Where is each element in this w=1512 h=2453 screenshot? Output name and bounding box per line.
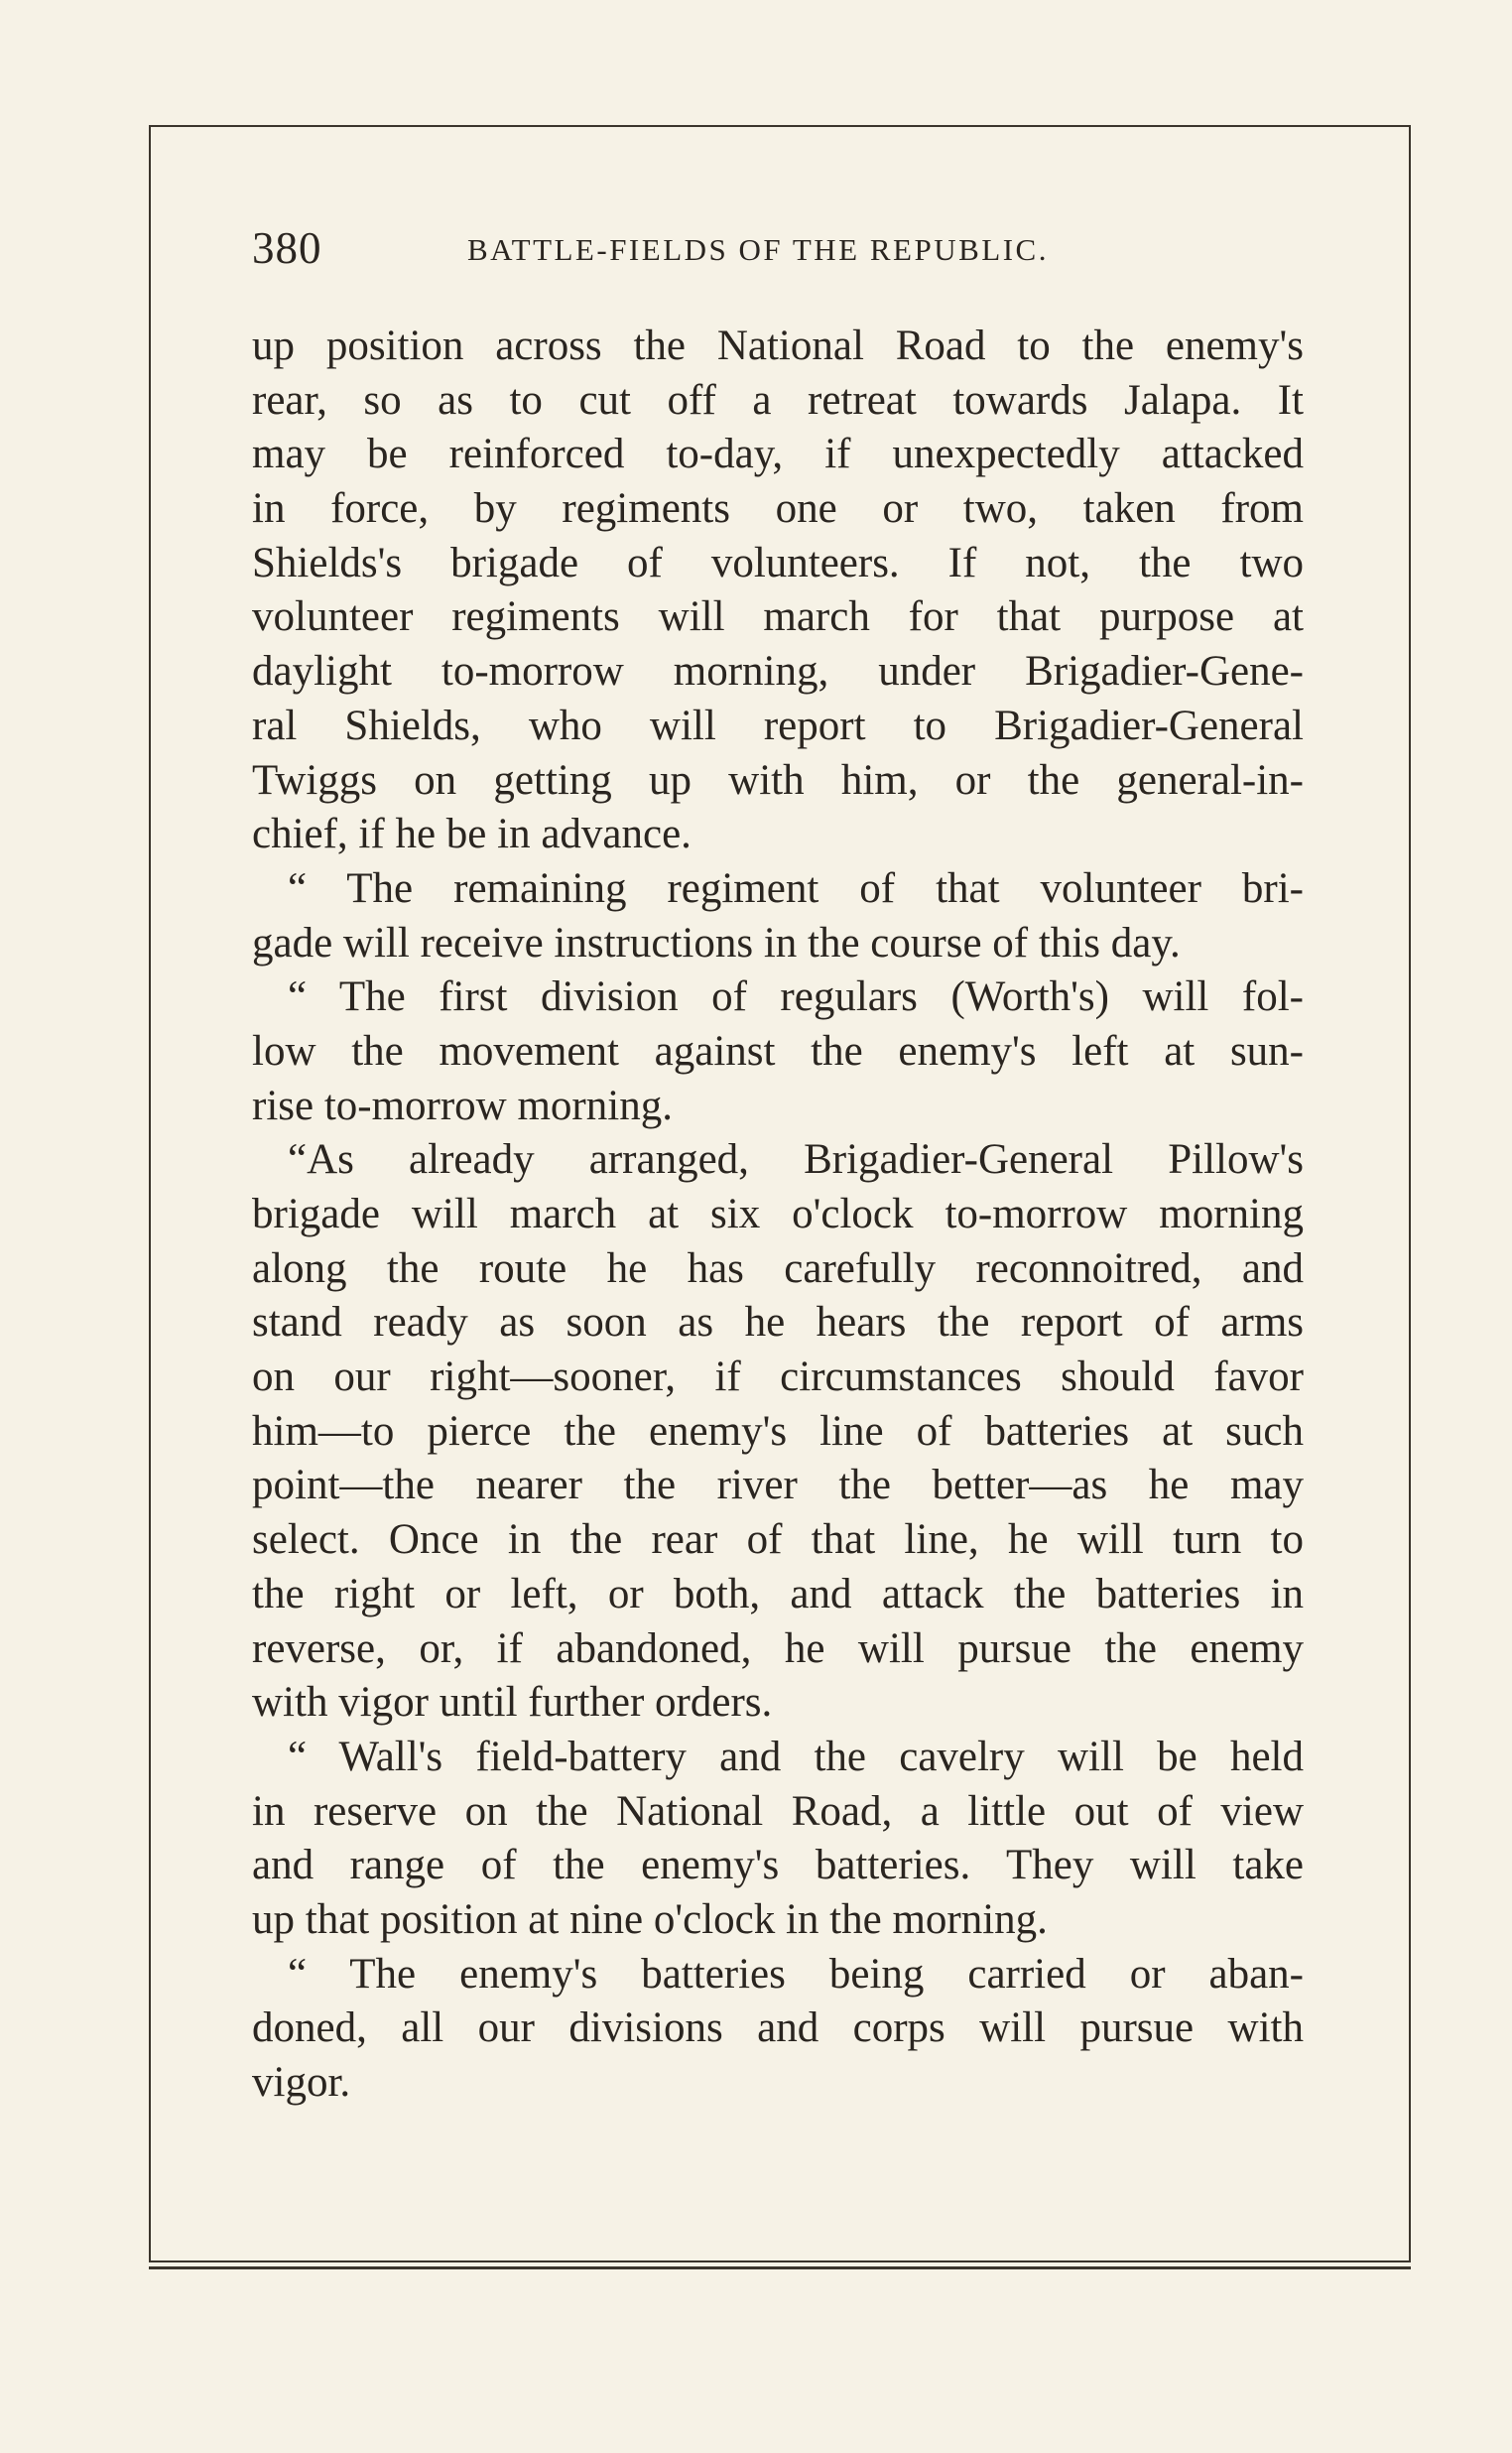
text-line: gade will receive instructions in the course of this day. (252, 919, 1181, 967)
text-line: the right or left, or both, and attack the batteries in (252, 1570, 1304, 1617)
text-line: with vigor until further orders. (252, 1679, 773, 1727)
text-line: “ Wall's field-battery and the cavelry will be held (288, 1733, 1304, 1780)
text-line: stand ready as soon as he hears the report of arms (252, 1299, 1304, 1347)
text-line: volunteer regiments will march for that purpose at (252, 593, 1304, 641)
text-line: up that position at nine o'clock in the morning. (252, 1895, 1048, 1943)
text-line: ral Shields, who will report to Brigadier-General (252, 702, 1304, 749)
text-line: “ The remaining regiment of that volunteer bri- (288, 864, 1304, 912)
text-line: reverse, or, if abandoned, he will pursue the enemy (252, 1624, 1304, 1672)
text-line: up position across the National Road to the enemy's (252, 323, 1304, 369)
text-line: Shields's brigade of volunteers. If not, the two (252, 539, 1304, 586)
text-line: low the movement against the enemy's left at sun- (252, 1027, 1304, 1075)
text-line: and range of the enemy's batteries. They will take (252, 1842, 1304, 1889)
running-title: BATTLE-FIELDS OF THE REPUBLIC. (467, 232, 1049, 267)
text-line: along the route he has carefully reconnoitred, and (252, 1244, 1304, 1292)
text-line: select. Once in the rear of that line, he will turn to (252, 1516, 1304, 1564)
text-line: on our right—sooner, if circumstances should favor (252, 1354, 1304, 1401)
text-line: daylight to-morrow morning, under Brigadier-Gene- (252, 648, 1304, 696)
text-line: “ The first division of regulars (Worth's) will fol- (288, 973, 1304, 1021)
text-line: in force, by regiments one or two, taken from (252, 485, 1304, 533)
text-line: may be reinforced to-day, if unexpectedly attacked (252, 431, 1304, 478)
text-line: brigade will march at six o'clock to-morrow morning (252, 1191, 1304, 1237)
text-line: doned, all our divisions and corps will pursue with (252, 2004, 1304, 2052)
page-number: 380 (252, 223, 322, 273)
text-line: in reserve on the National Road, a little out of view (252, 1787, 1304, 1835)
page-border-bottom-rule (149, 2266, 1411, 2269)
text-line: him—to pierce the enemy's line of batteries at such (252, 1407, 1304, 1455)
text-line: point—the nearer the river the better—as he may (252, 1462, 1304, 1509)
text-line: chief, if he be in advance. (252, 811, 692, 858)
text-line: rear, so as to cut off a retreat towards Jalapa. It (252, 376, 1304, 424)
text-line: “ The enemy's batteries being carried or aban- (288, 1950, 1304, 1998)
text-line: Twiggs on getting up with him, or the general-in- (252, 756, 1304, 804)
text-line: vigor. (252, 2059, 351, 2106)
text-line: rise to-morrow morning. (252, 1082, 673, 1129)
running-head (252, 222, 1294, 282)
text-line: “As already arranged, Brigadier-General Pillow's (288, 1136, 1304, 1184)
body-text (252, 320, 1304, 2111)
